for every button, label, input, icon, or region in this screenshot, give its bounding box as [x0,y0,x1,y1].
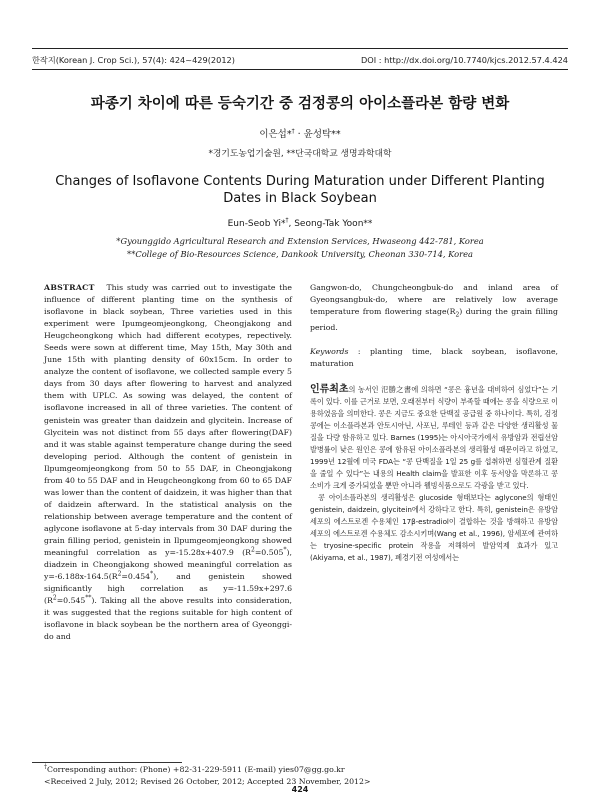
abstract-text-3: ), and genistein showed significantly high correlation as y=-11.59x+297.6 (R [44,572,292,606]
corresponding-footnote [44,764,560,776]
korean-intro-text: 의 농서인 氾勝之書에 의하면 “콩은 흉년을 대비하여 심었다”는 기록이 있다. 이를 근거로 보면, 오래전부터 식량이 부족할 때에는 콩을 식량으로 이용하였음을 의미한다. 콩은 지금도 중요한 단백질 공급원 중 하나이다. 특히, 검정콩에는 이소플라본과 안토시아닌, 사포닌, 루테인 등과 같은 다양한 생리활성 물질을 다량 함유하고 있다. Barnes (1995)는 아시아국가에서 유방암과 전립선암 발병률이 낮은 원인은 콩에 함유된 아이소플라본의 생리활성 때문이라고 하였고, 1999년 12월에 미국 FDA는 “콩 단백질을 1일 25 g를 섭취하면 심혈관계 질환을 줄일 수 있다”는 내용의 Health claim을 발표한 이후 동서양을 막론하고 콩 소비가 크게 증가되었을 뿐만 아니라 웰빙식품으로도 각광을 받고 있다. [310,384,558,491]
right-column [310,282,558,565]
header-rule-top [32,48,568,49]
header-rule-bottom [32,69,568,70]
authors-english [0,219,600,229]
corresponding-mark: † [291,127,295,135]
authors-korean [0,126,600,140]
title-english: Changes of Isoflavone Contents During Maturation under Different Planting Dates in Black Soybean [55,174,545,206]
significance-mark: * [150,570,154,578]
keywords-label: Keywords [310,346,349,356]
author-separator-en: , [288,219,295,229]
running-header [32,50,568,70]
affiliation-korean: *경기도농업기술원, **단국대학교 생명과학대학 [208,149,392,159]
r-squared-sup: 2 [52,594,57,602]
affiliation-line-2: **College of Bio-Resources Science, Dankook University, Cheonan 330-714, Korea [127,248,473,259]
abstract-continued [310,282,558,334]
r-squared-value: =0.545 [56,596,86,606]
korean-second-paragraph: 콩 아이소플라본의 생리활성은 glucoside 형태보다는 aglycone의 형태인 genistein, daidzein, glycitein에서 강하다고 한다. 특히, genistein은 유방암 세포의 에스트로겐 수용체인 17β-estradiol이 결합하는 것을 방해하고 유방암 세포의 에스트로겐 수용체도 감소시키며(Wang et al., 1996), 암세포에 관여하는 tryosine-specific protein 작용을 저해하여 발암억제 효과가 있고(Akiyama, et al., 1987), 폐경기전 여성에서는 [310,493,558,563]
author-1-en: Eun-Seob Yi* [227,219,286,229]
author-2-ko: 윤성탁** [303,129,341,140]
title-korean: 파종기 차이에 따른 등숙기간 중 검정콩의 아이소플라본 함량 변화 [90,96,510,112]
abstract-text-5: ) during the grain filling period. [310,307,558,332]
author-separator: · [294,129,304,140]
r-squared-sup: 2 [117,570,122,578]
corresponding-mark-en: † [285,217,289,224]
r-subscript: 2 [455,311,460,319]
r-squared-value: =0.505 [254,548,284,558]
r-squared-value: =0.454 [121,572,151,582]
abstract-text-4: ). Taking all the above results into consideration, it was suggested that the regions suitable for high content of isoflavone in black soybean be the northern area of Gyeonggi-do and [44,596,292,642]
corresponding-author-info: Corresponding author: (Phone) +82-31-229-5911 (E-mail) yies07@gg.go.kr [47,765,345,774]
author-1-ko: 이은섭* [259,129,292,140]
abstract-heading: ABSTRACT [44,283,95,292]
doi-link[interactable]: DOI : http://dx.doi.org/10.7740/kjcs.2012.57.4.424 [360,55,568,65]
abstract-text: This study was carried out to investigate the influence of different planting time on the synthesis of isoflavone in black soybean, Three varieties used in this experiment were Ipumgeomjeongkong, Cheongjakong and Heugcheongkong which had different ecotypes, repectively. Seeds were sown at different time, May 15th, May 30th and June 15th with planting density of 60x15cm. In order to analyze the content of isoflavone, we collected sample every 5 days from 30 days after flowering to harvest and analyzed them with UPLC. As sowing was delayed, the content of isoflavone increased in all of three varieties. The content of genistein was greater than daidzein and glycitein. Increase of Glycitein was not distinct from 55 days after flowering(DAF) and it was stable against temperature change during the seed developing period. Although the content of genistein in Ilpumgeomjeongkong from 50 to 55 DAF, in Cheongjakong from 40 to 55 DAF and in Heugcheongkong from 60 to 65 DAF was lower than the content of daidzein, it was higher than that of daidzein afterward. In the statistical analysis on the relationship between average temperature and the content of aglycone isoflavone at 5-day intervals from 30 DAF during the grain filling period, genistein in Ilpumgeomjeongkong showed meaningful correlation as y=-15.28x+407.9 (R [44,283,293,558]
keywords-line [310,346,558,370]
author-2-en: Seong-Tak Yoon** [294,219,373,229]
korean-lead-word: 인류최초 [310,383,349,395]
significance-mark: * [283,546,287,554]
r-squared-sup: 2 [250,546,255,554]
journal-citation: 한작지(Korean J. Crop Sci.), 57(4): 424~429(2012) [32,54,235,65]
affiliation-line-1: *Gyounggido Agricultural Research and Extension Services, Hwaseong 442-781, Korea [116,236,484,246]
abstract-column [44,282,292,643]
abstract-paragraph [44,282,292,643]
korean-intro-paragraph [310,384,558,492]
footnote-rule [32,762,182,763]
affiliation-english [0,235,600,260]
keywords-text: : planting time, black soybean, isoflavone, maturation [310,346,558,368]
significance-mark: ** [85,594,92,602]
abstract-text-4-cont: Gangwon-do, Chungcheongbuk-do and inland area of Gyeongsangbuk-do, where are relatively low average temperature from flowering stage(R [310,283,558,317]
corresponding-mark-foot: † [44,763,47,771]
abstract-text-2: ), diadzein in Cheongjakong showed meaningful correlation as y=-6.188x-164.5(R [44,548,292,582]
received-dates: <Received 2 July, 2012; Revised 26 October, 2012; Accepted 23 November, 2012> [44,777,371,786]
page-number: 424 [291,785,309,794]
